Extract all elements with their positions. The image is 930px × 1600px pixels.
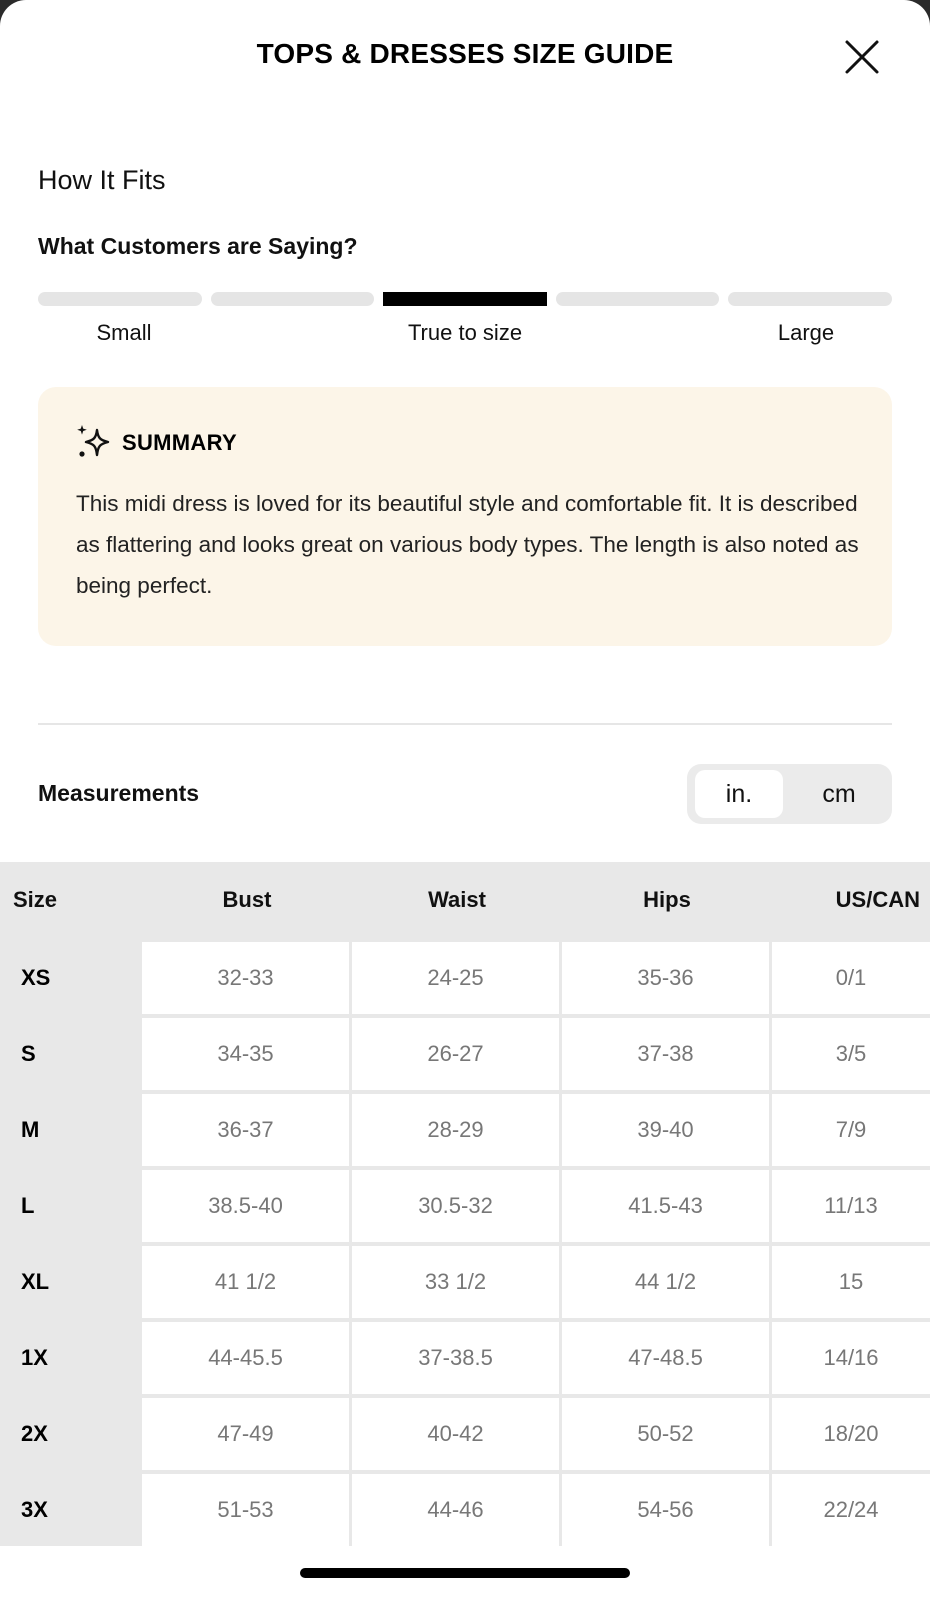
hips-cell: 39-40: [562, 1094, 772, 1166]
us-can-cell: 14/16: [772, 1322, 930, 1394]
bust-cell: 36-37: [142, 1094, 352, 1166]
waist-cell: 30.5-32: [352, 1170, 562, 1242]
measurements-title: Measurements: [38, 780, 200, 806]
summary-card: [38, 387, 892, 646]
hips-cell: 54-56: [562, 1474, 772, 1546]
size-cell: M: [0, 1094, 142, 1166]
waist-cell: 37-38.5: [352, 1322, 562, 1394]
page-title: TOPS & DRESSES SIZE GUIDE: [256, 38, 674, 69]
table-row: [0, 1318, 930, 1394]
summary-text: This midi dress is loved for its beautiful style and comfortable fit. It is described as flattering and looks great on various body types. The length is also noted as being perfect.: [76, 491, 859, 598]
hips-cell: 50-52: [562, 1398, 772, 1470]
sparkle-icon: [76, 424, 114, 462]
close-button[interactable]: [840, 35, 884, 79]
size-cell: S: [0, 1018, 142, 1090]
table-row: [0, 1166, 930, 1242]
column-header-bust: Bust: [222, 887, 272, 912]
column-header-hips: Hips: [643, 887, 691, 912]
bust-cell: 41 1/2: [142, 1246, 352, 1318]
column-header-waist: Waist: [428, 887, 486, 912]
home-indicator[interactable]: [300, 1568, 630, 1578]
column-header-us-can: US/CAN: [835, 887, 920, 912]
us-can-cell: 11/13: [772, 1170, 930, 1242]
hips-cell: 47-48.5: [562, 1322, 772, 1394]
how-it-fits-title: How It Fits: [38, 165, 166, 195]
summary-header: [76, 424, 237, 462]
hips-cell: 41.5-43: [562, 1170, 772, 1242]
unit-toggle: [687, 764, 892, 824]
bust-cell: 44-45.5: [142, 1322, 352, 1394]
bust-cell: 38.5-40: [142, 1170, 352, 1242]
size-cell: 1X: [0, 1322, 142, 1394]
divider: [38, 723, 892, 725]
fit-segment: [211, 292, 375, 306]
waist-cell: 33 1/2: [352, 1246, 562, 1318]
bust-cell: 32-33: [142, 942, 352, 1014]
us-can-cell: 15: [772, 1246, 930, 1318]
waist-cell: 24-25: [352, 942, 562, 1014]
size-cell: 2X: [0, 1398, 142, 1470]
table-row: [0, 1242, 930, 1318]
us-can-cell: 7/9: [772, 1094, 930, 1166]
table-row: [0, 938, 930, 1014]
customers-saying-title: What Customers are Saying?: [38, 233, 358, 259]
size-cell: XS: [0, 942, 142, 1014]
unit-option-in[interactable]: in.: [695, 770, 783, 818]
waist-cell: 28-29: [352, 1094, 562, 1166]
fit-segment: [728, 292, 892, 306]
size-table: [0, 862, 930, 1546]
hips-cell: 35-36: [562, 942, 772, 1014]
waist-cell: 40-42: [352, 1398, 562, 1470]
us-can-cell: 18/20: [772, 1398, 930, 1470]
fit-segment-active: [383, 292, 547, 306]
summary-title: SUMMARY: [122, 430, 237, 455]
bust-cell: 34-35: [142, 1018, 352, 1090]
fit-segment: [38, 292, 202, 306]
table-row: [0, 1090, 930, 1166]
fit-segment: [556, 292, 720, 306]
us-can-cell: 22/24: [772, 1474, 930, 1546]
fit-label-small: Small: [96, 320, 152, 345]
size-cell: XL: [0, 1246, 142, 1318]
table-header-row: [0, 862, 930, 938]
table-row: [0, 1394, 930, 1470]
unit-option-cm[interactable]: cm: [822, 780, 856, 808]
us-can-cell: 0/1: [772, 942, 930, 1014]
header: [0, 0, 930, 112]
size-cell: 3X: [0, 1474, 142, 1546]
waist-cell: 26-27: [352, 1018, 562, 1090]
column-header-size: Size: [13, 887, 58, 912]
table-row: [0, 1014, 930, 1090]
fit-label-large: Large: [777, 320, 835, 345]
hips-cell: 37-38: [562, 1018, 772, 1090]
hips-cell: 44 1/2: [562, 1246, 772, 1318]
table-row: [0, 1470, 930, 1546]
waist-cell: 44-46: [352, 1474, 562, 1546]
fit-scale: [38, 292, 892, 306]
bust-cell: 47-49: [142, 1398, 352, 1470]
close-icon: [840, 35, 884, 79]
bust-cell: 51-53: [142, 1474, 352, 1546]
size-cell: L: [0, 1170, 142, 1242]
fit-label-true-to-size: True to size: [407, 320, 523, 345]
us-can-cell: 3/5: [772, 1018, 930, 1090]
